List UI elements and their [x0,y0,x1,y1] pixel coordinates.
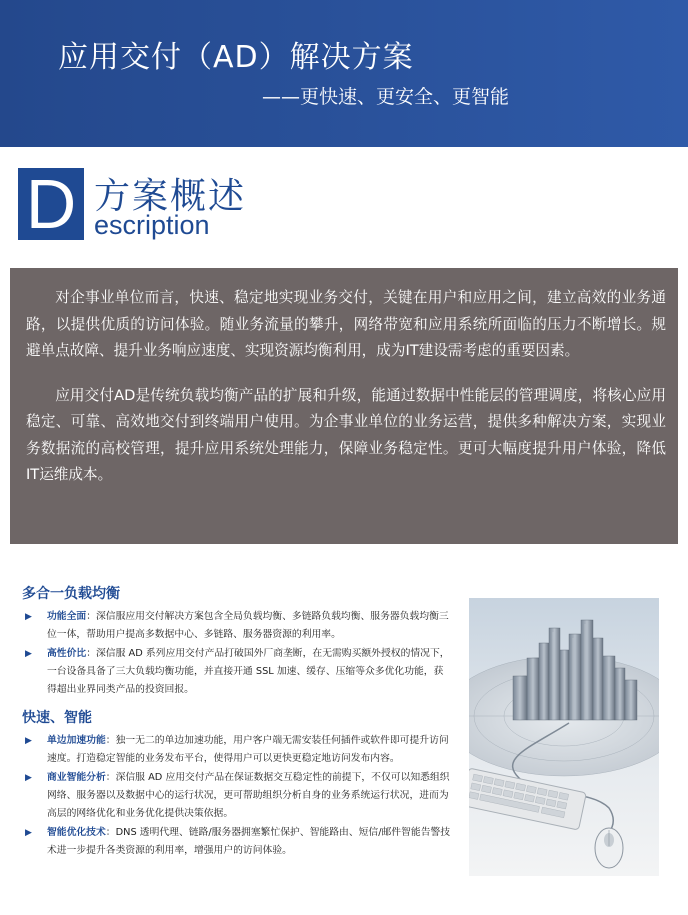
item-text: ：独一无二的单边加速功能，用户客户端无需安装任何插件或软件即可提升访问速度。打造稳定智能的业务发布平台，使得用户可以更快更稳定地访问发布内容。 [47,735,449,764]
triangle-right-icon: ▶ [25,773,32,783]
section-heading-load-balancing: 多合一负载均衡 [22,586,120,602]
overview-heading-en: escription [94,210,210,240]
intro-box [10,268,678,544]
item-label: 高性价比 [47,648,87,659]
header-banner [0,0,688,147]
list-item [22,645,452,699]
list-item [22,824,452,860]
item-text: ：DNS 透明代理、链路/服务器拥塞繁忙保护、智能路由、短信/邮件智能告警技术进一步提升各类资源的利用率，增强用户的访问体验。 [47,827,451,856]
triangle-right-icon: ▶ [25,649,32,659]
item-label: 功能全面 [47,611,87,622]
list-item [22,769,452,823]
features-list [22,583,452,861]
overview-letter-badge: D [18,168,84,240]
section-heading-fast-smart: 快速、智能 [22,710,92,726]
page-subtitle: ——更快速、更安全、更智能 [262,86,510,108]
triangle-right-icon: ▶ [25,736,32,746]
item-text: ：深信服应用交付解决方案包含全局负载均衡、多链路负载均衡、服务器负载均衡三位一体，帮助用户提高多数据中心、多链路、服务器资源的利用率。 [47,611,449,640]
item-text: ：深信服 AD 应用交付产品在保证数据交互稳定性的前提下，不仅可以知悉组织网络、服务器以及数据中心的运行状况，更可帮助组织分析自身的业务系统运行状况，进而为高层的网络优化和业务优化提供决策依据。 [47,772,450,819]
item-label: 单边加速功能 [47,735,106,746]
list-item [22,608,452,644]
intro-paragraph-1: 对企事业单位而言，快速、稳定地实现业务交付，关键在用户和应用之间，建立高效的业务通路，以提供优质的访问体验。随业务流量的攀升，网络带宽和应用系统所面临的压力不断增长。规避单点故障、提升业务响应速度、实现资源均衡利用，成为IT建设需考虑的重要因素。 [26,289,666,359]
page-title: 应用交付（AD）解决方案 [58,40,414,75]
city-keyboard-mouse-illustration [469,598,659,876]
triangle-right-icon: ▶ [25,828,32,838]
item-label: 智能优化技术 [47,827,106,838]
item-label: 商业智能分析 [47,772,106,783]
item-text: ：深信服 AD 系列应用交付产品打破国外厂商垄断，在无需购买额外授权的情况下，一台设备具备了三大负载均衡功能，并直接开通 SSL 加速、缓存、压缩等众多优化功能，获得超出业界同类产品的投资回报。 [47,648,450,695]
triangle-right-icon: ▶ [25,612,32,622]
list-item [22,732,452,768]
overview-heading-cn: 方案概述 [94,176,247,217]
overview-heading [18,165,418,248]
intro-paragraph-2: 应用交付AD是传统负载均衡产品的扩展和升级，能通过数据中性能层的管理调度，将核心应用稳定、可靠、高效地交付到终端用户使用。为企事业单位的业务运营，提供多种解决方案，实现业务数据流的高校管理，提升应用系统处理能力，保障业务稳定性。更可大幅度提升用户体验，降低IT运维成本。 [26,386,666,483]
